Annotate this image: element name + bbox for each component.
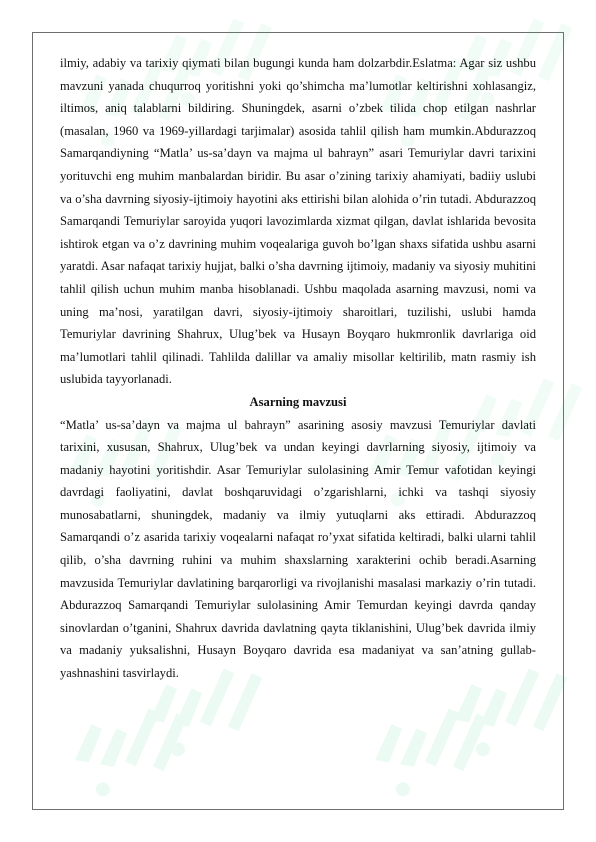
section-heading: Asarning mavzusi xyxy=(249,394,347,409)
paragraph-intro: ilmiy, adabiy va tarixiy qiymati bilan bugungi kunda ham dolzarbdir.Eslatma: Agar siz ushbu mavzuni yanada chuqurroq yoritishni yoki qo’shimcha ma’lumotlar keltirishni xohlasangiz, iltimos, aniq talablarni bildiring. Shuningdek, asarni o’zbek tilida chop etilgan nashrlar (masalan, 1960 va 1969-yillardagi tarjimalar) asosida tahlil qilish ham mumkin.Abdurazzoq Samarqandiyning “Matla’ us-sa’dayn va majma ul bahrayn” asari Temuriylar davri tarixini yorituvchi eng muhim manbalardan biridir. Bu asar o’zining tarixiy ahamiyati, badiiy uslubi va o’sha davrning siyosiy-ijtimoiy hayotini aks ettirishi bilan alohida o’rin tutadi. Abdurazzoq Samarqandi Temuriylar saroyida yuqori lavozimlarda xizmat qilgan, davlat ishlarida bevosita ishtirok etgan va o’z davrining muhim voqealariga guvoh bo’lgan shaxs sifatida ushbu asarni yaratdi. Asar nafaqat tarixiy hujjat, balki o’sha davrning ijtimoiy, madaniy va siyosiy muhitini tahlil qilish uchun muhim manba hisoblanadi. Ushbu maqolada asarning mavzusi, nomi va uning ma’nosi, yaratilgan davri, siyosiy-ijtimoiy sharoitlari, tuzilishi, uslubi hamda Temuriylar davrining Shahrux, Ulug’bek va Husayn Boyqaro hukmronlik davrlariga oid ma’lumotlari tahlil qilinadi. Tahlilda dalillar va amaliy misollar keltirilib, matn rasmiy ish uslubida tayyorlanadi. xyxy=(60,56,536,387)
paragraph-topic: “Matla’ us-sa’dayn va majma ul bahrayn” asarining asosiy mavzusi Temuriylar davlati tarixini, xususan, Shahrux, Ulug’bek va undan keyingi davrlarning siyosiy, ijtimoiy va madaniy hayotini yoritishdir. Asar Temuriylar sulolasining Amir Temur vafotidan keyingi davrdagi faoliyatini, davlat boshqaruvidagi o’zgarishlarni, ichki va tashqi siyosiy munosabatlarni, shuningdek, madaniy va ilmiy yutuqlarni aks ettiradi. Abdurazzoq Samarqandi o’z asarida tarixiy voqealarni nafaqat ro’yxat sifatida keltiradi, balki ularni tahlil qilib, o’sha davrning ruhini va muhim shaxslarning xarakterini ochib beradi.Asarning mavzusida Temuriylar davlatining barqarorligi va rivojlanishi masalasi markaziy o’rin tutadi. Abdurazzoq Samarqandi Temuriylar sulolasining Amir Temurdan keyingi davrda qanday sinovlardan o’tganini, Shahrux davrida davlatning qayta tiklanishini, Ulug’bek davrida ilmiy va madaniy yuksalishni, Husayn Boyqaro davrida esa madaniyat va san’atning gullab-yashnashini tasvirlaydi. xyxy=(60,417,536,681)
document-body xyxy=(60,52,536,685)
